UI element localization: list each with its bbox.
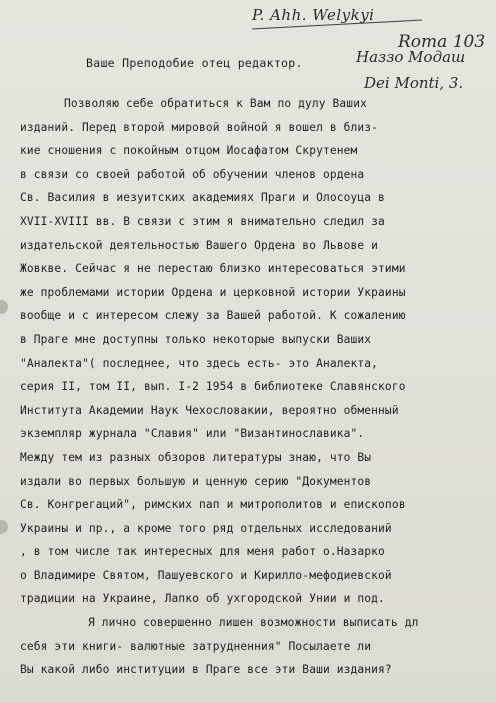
- letter-line: в Праге мне доступны только некоторые выпуски Ваших: [20, 332, 372, 346]
- letter-line: традиции на Украине, Лапко об ухгородской Унии и под.: [20, 592, 385, 606]
- letter-line: издательской деятельностью Вашего Ордена во Львове и: [20, 238, 379, 252]
- letter-line: о Владимире Святом, Пашуевского и Кирилло-мефодиевской: [20, 568, 392, 582]
- letter-line: издали во первых большую и ценную серию "Документов: [20, 474, 372, 488]
- letter-line: XVII-XVIII вв. В связи с этим я внимательно следил за: [20, 214, 385, 228]
- letter-line: вообще и с интересом слежу за Вашей работой. К сожалению: [20, 309, 406, 323]
- letter-salutation: Ваше Преподобие отец редактор.: [86, 56, 303, 70]
- letter-line: серия II, том II, вып. I-2 1954 в библиотеке Славянского: [20, 380, 406, 394]
- letter-line: Института Академии Наук Чехословакии, вероятно обменный: [20, 403, 399, 417]
- letter-line: "Аналекта"( последнее, что здесь есть- это Аналекта,: [20, 356, 379, 370]
- letter-line: экземпляр журнала "Славия" или "Византинославика".: [20, 427, 365, 441]
- letter-line: Жовкве. Сейчас я не перестаю близко интересоваться этими: [20, 262, 406, 276]
- letter-line: в связи со своей работой об обучении членов ордена: [20, 167, 365, 181]
- handwritten-name-line-2: Dei Monti, 3.: [364, 74, 464, 92]
- letter-body: [20, 92, 480, 682]
- letter-line: себя эти книги- валютные затрудненния" Посылаете ли: [20, 639, 372, 653]
- letter-line: кие сношения с покойным отцом Иосафатом Скрутенем: [20, 144, 358, 158]
- handwritten-city-number: Roma 103: [398, 32, 486, 52]
- letter-line: Я лично совершенно лишен возможности выписать дл: [88, 616, 419, 630]
- letter-line: Вы какой либо институции в Праге все эти Ваши издания?: [20, 663, 392, 677]
- letter-line: Св. Василия в иезуитских академиях Праги и Олосоуца в: [20, 191, 385, 205]
- handwritten-name-line-1: Наззо Модаш: [356, 48, 466, 66]
- handwritten-archive-ref: P. Ahh. Welykyi: [252, 6, 375, 24]
- punch-hole: [0, 300, 8, 314]
- letter-line: Украины и пр., а кроме того ряд отдельных исследований: [20, 521, 392, 535]
- letter-line: Между тем из разных обзоров литературы знаю, что Вы: [20, 450, 372, 464]
- letter-line: , в том числе так интересных для меня работ о.Назарко: [20, 545, 385, 559]
- letter-line: же проблемами истории Ордена и церковной истории Украины: [20, 285, 406, 299]
- letter-line: Св. Конгрегаций", римских пап и митрополитов и епископов: [20, 498, 406, 512]
- letter-line: изданий. Перед второй мировой войной я вошел в близ-: [20, 120, 379, 134]
- punch-hole: [0, 520, 8, 534]
- letter-line: Позволяю себе обратиться к Вам по дулу Ваших: [64, 97, 367, 110]
